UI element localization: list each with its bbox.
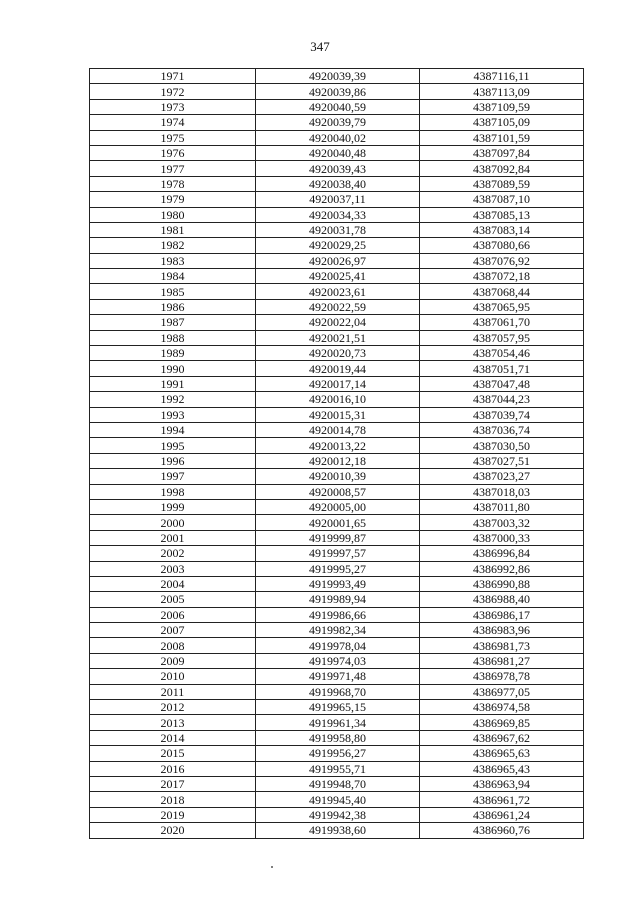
table-row [90,253,584,268]
point-number-cell: 2016 [90,761,256,776]
y-coordinate-cell: 4387018,03 [420,484,584,499]
x-coordinate-cell: 4919945,40 [256,792,420,807]
table-row [90,715,584,730]
table-row [90,792,584,807]
table-row [90,592,584,607]
table-row [90,145,584,160]
x-coordinate-cell: 4919995,27 [256,561,420,576]
y-coordinate-cell: 4386974,58 [420,700,584,715]
y-coordinate-cell: 4387109,59 [420,99,584,114]
x-coordinate-cell: 4920001,65 [256,515,420,530]
y-coordinate-cell: 4387023,27 [420,469,584,484]
table-row [90,823,584,838]
point-number-cell: 2002 [90,546,256,561]
y-coordinate-cell: 4387085,13 [420,207,584,222]
table-row [90,761,584,776]
point-number-cell: 1987 [90,315,256,330]
y-coordinate-cell: 4387076,92 [420,253,584,268]
table-row [90,561,584,576]
x-coordinate-cell: 4919999,87 [256,530,420,545]
table-row [90,546,584,561]
table-row [90,746,584,761]
table-row [90,515,584,530]
y-coordinate-cell: 4387039,74 [420,407,584,422]
y-coordinate-cell: 4386960,76 [420,823,584,838]
x-coordinate-cell: 4920034,33 [256,207,420,222]
x-coordinate-cell: 4920038,40 [256,176,420,191]
table-row [90,653,584,668]
y-coordinate-cell: 4387080,66 [420,238,584,253]
y-coordinate-cell: 4387101,59 [420,130,584,145]
table-row [90,207,584,222]
y-coordinate-cell: 4387065,95 [420,299,584,314]
point-number-cell: 1971 [90,69,256,84]
y-coordinate-cell: 4387044,23 [420,392,584,407]
x-coordinate-cell: 4920022,59 [256,299,420,314]
point-number-cell: 1979 [90,192,256,207]
x-coordinate-cell: 4920017,14 [256,376,420,391]
point-number-cell: 1985 [90,284,256,299]
point-number-cell: 2017 [90,776,256,791]
x-coordinate-cell: 4919961,34 [256,715,420,730]
x-coordinate-cell: 4920023,61 [256,284,420,299]
page-number: 347 [310,39,330,54]
table-row [90,407,584,422]
x-coordinate-cell: 4919982,34 [256,623,420,638]
table-row [90,669,584,684]
table-row [90,422,584,437]
x-coordinate-cell: 4919955,71 [256,761,420,776]
point-number-cell: 1999 [90,499,256,514]
y-coordinate-cell: 4387061,70 [420,315,584,330]
table-row [90,315,584,330]
y-coordinate-cell: 4386978,78 [420,669,584,684]
point-number-cell: 1995 [90,438,256,453]
table-row [90,484,584,499]
table-row [90,269,584,284]
point-number-cell: 1989 [90,346,256,361]
table-row [90,115,584,130]
x-coordinate-cell: 4919997,57 [256,546,420,561]
point-number-cell: 2012 [90,700,256,715]
x-coordinate-cell: 4920016,10 [256,392,420,407]
point-number-cell: 2014 [90,730,256,745]
scan-speck [271,866,273,868]
x-coordinate-cell: 4920014,78 [256,422,420,437]
table-row [90,576,584,591]
y-coordinate-cell: 4387083,14 [420,222,584,237]
x-coordinate-cell: 4920013,22 [256,438,420,453]
point-number-cell: 2003 [90,561,256,576]
table-row [90,392,584,407]
x-coordinate-cell: 4920005,00 [256,499,420,514]
y-coordinate-cell: 4387089,59 [420,176,584,191]
x-coordinate-cell: 4919989,94 [256,592,420,607]
y-coordinate-cell: 4387030,50 [420,438,584,453]
table-row [90,130,584,145]
point-number-cell: 1997 [90,469,256,484]
x-coordinate-cell: 4919993,49 [256,576,420,591]
x-coordinate-cell: 4920037,11 [256,192,420,207]
point-number-cell: 1972 [90,84,256,99]
point-number-cell: 2006 [90,607,256,622]
x-coordinate-cell: 4920029,25 [256,238,420,253]
table-row [90,623,584,638]
x-coordinate-cell: 4920040,59 [256,99,420,114]
point-number-cell: 2007 [90,623,256,638]
table-row [90,284,584,299]
y-coordinate-cell: 4386983,96 [420,623,584,638]
y-coordinate-cell: 4387072,18 [420,269,584,284]
table-row [90,499,584,514]
x-coordinate-cell: 4920039,43 [256,161,420,176]
y-coordinate-cell: 4387047,48 [420,376,584,391]
y-coordinate-cell: 4387113,09 [420,84,584,99]
x-coordinate-cell: 4920021,51 [256,330,420,345]
table-row [90,192,584,207]
y-coordinate-cell: 4386996,84 [420,546,584,561]
y-coordinate-cell: 4387097,84 [420,145,584,160]
y-coordinate-cell: 4386988,40 [420,592,584,607]
y-coordinate-cell: 4387003,32 [420,515,584,530]
x-coordinate-cell: 4920020,73 [256,346,420,361]
table-row [90,469,584,484]
x-coordinate-cell: 4920040,48 [256,145,420,160]
x-coordinate-cell: 4919986,66 [256,607,420,622]
x-coordinate-cell: 4919938,60 [256,823,420,838]
x-coordinate-cell: 4920026,97 [256,253,420,268]
y-coordinate-cell: 4387116,11 [420,69,584,84]
x-coordinate-cell: 4919974,03 [256,653,420,668]
table-row [90,607,584,622]
y-coordinate-cell: 4387057,95 [420,330,584,345]
y-coordinate-cell: 4386969,85 [420,715,584,730]
x-coordinate-cell: 4919978,04 [256,638,420,653]
table-row [90,222,584,237]
y-coordinate-cell: 4387054,46 [420,346,584,361]
y-coordinate-cell: 4386963,94 [420,776,584,791]
table-row [90,84,584,99]
y-coordinate-cell: 4387105,09 [420,115,584,130]
point-number-cell: 2004 [90,576,256,591]
y-coordinate-cell: 4386965,43 [420,761,584,776]
table-row [90,299,584,314]
y-coordinate-cell: 4386965,63 [420,746,584,761]
point-number-cell: 1981 [90,222,256,237]
table-row [90,176,584,191]
table-row [90,730,584,745]
point-number-cell: 1978 [90,176,256,191]
table-row [90,346,584,361]
table-row [90,69,584,84]
x-coordinate-cell: 4920039,86 [256,84,420,99]
table-row [90,700,584,715]
y-coordinate-cell: 4387068,44 [420,284,584,299]
point-number-cell: 1973 [90,99,256,114]
point-number-cell: 1994 [90,422,256,437]
x-coordinate-cell: 4920031,78 [256,222,420,237]
table-row [90,530,584,545]
y-coordinate-cell: 4387011,80 [420,499,584,514]
x-coordinate-cell: 4920039,39 [256,69,420,84]
point-number-cell: 1988 [90,330,256,345]
x-coordinate-cell: 4920022,04 [256,315,420,330]
point-number-cell: 2009 [90,653,256,668]
x-coordinate-cell: 4920039,79 [256,115,420,130]
y-coordinate-cell: 4386992,86 [420,561,584,576]
point-number-cell: 2005 [90,592,256,607]
table-body [90,69,584,839]
x-coordinate-cell: 4920012,18 [256,453,420,468]
point-number-cell: 1991 [90,376,256,391]
point-number-cell: 2000 [90,515,256,530]
x-coordinate-cell: 4920040,02 [256,130,420,145]
point-number-cell: 1975 [90,130,256,145]
point-number-cell: 1980 [90,207,256,222]
point-number-cell: 2020 [90,823,256,838]
table-row [90,361,584,376]
point-number-cell: 2008 [90,638,256,653]
table-row [90,453,584,468]
y-coordinate-cell: 4387027,51 [420,453,584,468]
x-coordinate-cell: 4919956,27 [256,746,420,761]
y-coordinate-cell: 4386961,24 [420,807,584,822]
x-coordinate-cell: 4920015,31 [256,407,420,422]
table-row [90,161,584,176]
table-row [90,684,584,699]
y-coordinate-cell: 4386990,88 [420,576,584,591]
table-row [90,99,584,114]
x-coordinate-cell: 4919948,70 [256,776,420,791]
point-number-cell: 1996 [90,453,256,468]
y-coordinate-cell: 4386981,27 [420,653,584,668]
y-coordinate-cell: 4387000,33 [420,530,584,545]
table-row [90,330,584,345]
point-number-cell: 1982 [90,238,256,253]
table-row [90,807,584,822]
y-coordinate-cell: 4387087,10 [420,192,584,207]
point-number-cell: 1974 [90,115,256,130]
table-row [90,238,584,253]
point-number-cell: 1990 [90,361,256,376]
x-coordinate-cell: 4920010,39 [256,469,420,484]
point-number-cell: 2001 [90,530,256,545]
point-number-cell: 2010 [90,669,256,684]
point-number-cell: 2011 [90,684,256,699]
x-coordinate-cell: 4920025,41 [256,269,420,284]
x-coordinate-cell: 4919965,15 [256,700,420,715]
y-coordinate-cell: 4386986,17 [420,607,584,622]
point-number-cell: 1984 [90,269,256,284]
x-coordinate-cell: 4920008,57 [256,484,420,499]
x-coordinate-cell: 4919942,38 [256,807,420,822]
x-coordinate-cell: 4920019,44 [256,361,420,376]
y-coordinate-cell: 4387051,71 [420,361,584,376]
x-coordinate-cell: 4919968,70 [256,684,420,699]
point-number-cell: 1986 [90,299,256,314]
point-number-cell: 1977 [90,161,256,176]
point-number-cell: 1976 [90,145,256,160]
point-number-cell: 1992 [90,392,256,407]
point-number-cell: 2015 [90,746,256,761]
x-coordinate-cell: 4919971,48 [256,669,420,684]
point-number-cell: 2019 [90,807,256,822]
table-row [90,638,584,653]
point-number-cell: 1993 [90,407,256,422]
y-coordinate-cell: 4386967,62 [420,730,584,745]
point-number-cell: 1998 [90,484,256,499]
x-coordinate-cell: 4919958,80 [256,730,420,745]
coordinates-table [89,68,584,839]
point-number-cell: 2018 [90,792,256,807]
point-number-cell: 1983 [90,253,256,268]
table-row [90,438,584,453]
y-coordinate-cell: 4386977,05 [420,684,584,699]
y-coordinate-cell: 4387092,84 [420,161,584,176]
table-row [90,376,584,391]
table-row [90,776,584,791]
y-coordinate-cell: 4386981,73 [420,638,584,653]
point-number-cell: 2013 [90,715,256,730]
y-coordinate-cell: 4386961,72 [420,792,584,807]
y-coordinate-cell: 4387036,74 [420,422,584,437]
